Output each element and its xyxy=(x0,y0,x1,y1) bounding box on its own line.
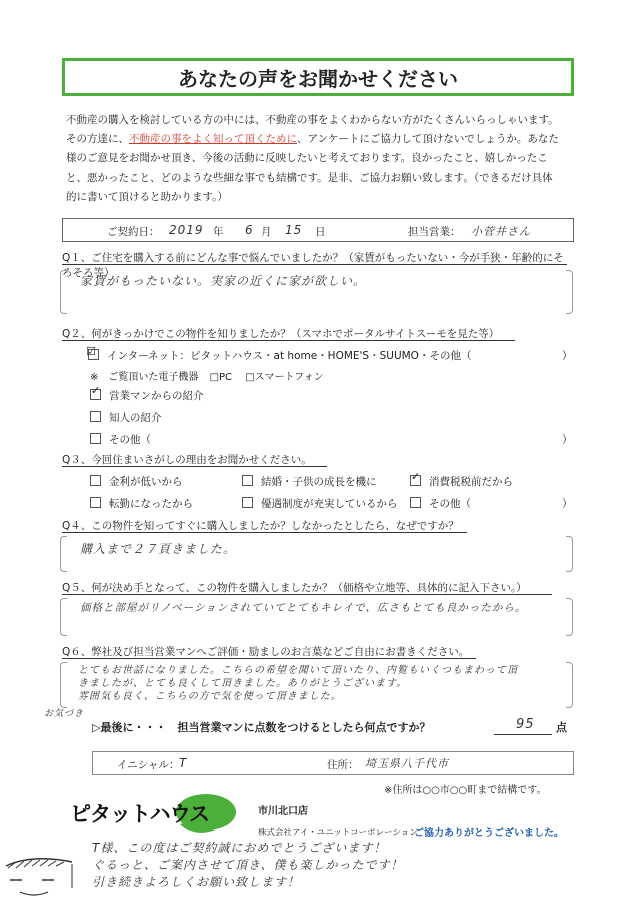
contract-day[interactable]: 15 xyxy=(285,223,303,237)
q1-bracket-right xyxy=(566,270,573,314)
q2-devices-label: ※ ご覧頂いた電子機器 xyxy=(90,372,199,383)
q6-question: Q６、弊社及び担当営業マンへご評価・励ましのお言葉などご自由にお書きください。 xyxy=(62,646,470,658)
message-line: T様、この度はご契約誠におめでとうございます！ xyxy=(92,841,387,855)
q3-benefit-label: 優遇制度が充実しているから xyxy=(261,498,398,510)
q4-question: Q４、この物件を知ってすぐに購入しましたか？しなかったとしたら、なぜですか？ xyxy=(62,520,459,532)
q5-underline xyxy=(62,594,552,595)
brand-logo xyxy=(68,794,240,846)
q4-answer[interactable]: 購入まで２７頁きました。 xyxy=(80,542,237,556)
face-sketch xyxy=(2,852,86,898)
intro-text: その方達に、 xyxy=(66,133,129,146)
q1-question: Q１、ご住宅を購入する前にどんな事で悩んでいましたか？（家賃がもったいない・今が手狭・年齢的にそろそろ等） xyxy=(62,252,564,279)
q2-option-internet[interactable] xyxy=(86,345,472,363)
checkbox-icon[interactable] xyxy=(242,475,253,486)
q6-bracket-left xyxy=(60,662,67,708)
day-unit: 日 xyxy=(315,226,326,238)
q2-smartphone-option[interactable]: □スマートフォン xyxy=(245,372,324,383)
intro-highlight: 不動産の事をよく知って頂くために xyxy=(129,133,297,146)
q2-devices-row xyxy=(90,368,324,383)
contract-year[interactable]: 2019 xyxy=(169,223,204,237)
q3-marriage-label: 結婚・子供の成長を機に xyxy=(261,476,377,488)
q6-answer-line: 雰囲気も良く、こちらの方で気を使って頂きました。 xyxy=(78,691,342,702)
year-unit: 年 xyxy=(213,226,224,238)
intro-line: と、悪かったこと、どのような些細な事でも結構です。是非、ご協力お願い致します。（できるだけ具体 xyxy=(66,171,553,184)
initial-address-row xyxy=(92,751,574,775)
q6-bracket-right xyxy=(566,662,573,708)
checked-box-icon[interactable]: ✓ xyxy=(90,389,101,400)
checkbox-icon[interactable] xyxy=(90,411,101,422)
q3-option-benefit[interactable] xyxy=(242,496,398,511)
intro-line: 様のご意見をお聞かせ頂き、今後の活動に反映したいと考えております。良かったこと、嬉しかったこ xyxy=(66,152,548,165)
q5-answer[interactable]: 価格と部屋がリノベーションされていてとてもキレイで、広さもとても良かったから。 xyxy=(80,602,527,614)
q3-option-rate[interactable] xyxy=(90,474,183,489)
q4-bracket-right xyxy=(566,536,573,572)
contract-date-label: ご契約日： xyxy=(107,226,160,238)
q2-pc-option[interactable]: □PC xyxy=(209,372,233,383)
q4-bracket-left xyxy=(60,536,67,572)
contract-month[interactable]: 6 xyxy=(245,223,254,237)
score-value[interactable]: 95 xyxy=(516,717,535,732)
thanks-message: ご協力ありがとうございました。 xyxy=(414,828,564,839)
q3-other-label: その他（ xyxy=(429,498,471,510)
q3-option-tax[interactable] xyxy=(410,470,513,489)
store-name: 市川北口店 xyxy=(258,806,308,817)
q1-underline xyxy=(62,264,567,265)
q6-answer-line: きましたが、とても良くして頂きました。ありがとうございます。 xyxy=(78,678,408,689)
checked-box-icon[interactable]: ☑ xyxy=(88,349,99,360)
q1-bracket-left xyxy=(60,270,67,314)
score-underline xyxy=(494,734,552,735)
q2-other-label: その他（ xyxy=(109,434,151,446)
q6-underline xyxy=(62,658,476,659)
message-line: 引き続きよろしくお願い致します！ xyxy=(92,875,301,889)
staff-handwritten-message xyxy=(92,840,632,891)
staff-label: 担当営業： xyxy=(408,226,461,238)
q2-internet-close: ） xyxy=(562,350,573,362)
form-title: あなたの声をお聞かせください xyxy=(62,58,574,96)
checkbox-icon[interactable] xyxy=(410,497,421,508)
q2-internet-label: インターネット：ピタットハウス・at home・HOME'S・SUUMO・その他（ xyxy=(107,350,472,362)
checkbox-icon[interactable] xyxy=(90,497,101,508)
initial-label: イニシャル： xyxy=(117,759,180,771)
q5-bracket-right xyxy=(566,598,573,636)
checkbox-icon[interactable] xyxy=(90,433,101,444)
q5-question: Q５、何が決め手となって、この物件を購入しましたか？（価格や立地等、具体的に記入下さい。） xyxy=(62,582,527,594)
q2-sales-label: 営業マンからの紹介 xyxy=(109,390,204,402)
q2-friend-label: 知人の紹介 xyxy=(109,412,162,424)
q6-answer-line: とてもお世話になりました。こちらの希望を聞いて頂いたり、内覧もいくつもまわって頂 xyxy=(78,665,518,676)
company-name: 株式会社アイ・ユニットコーポレーション xyxy=(258,828,418,838)
score-unit: 点 xyxy=(556,721,567,734)
q4-underline xyxy=(62,532,467,533)
address-label: 住所： xyxy=(327,759,359,771)
q2-option-other[interactable] xyxy=(90,432,151,447)
intro-text: 、アンケートにご協力して頂けないでしょうか。あなた xyxy=(297,133,559,146)
initial-value[interactable]: T xyxy=(179,756,188,770)
q3-tax-label: 消費税税前だから xyxy=(429,476,513,488)
score-question: ▷最後に・・・ 担当営業マンに点数をつけるとしたら何点ですか？ xyxy=(92,721,431,734)
q3-other-close: ） xyxy=(562,498,573,510)
checked-box-icon[interactable]: ✓ xyxy=(410,475,421,486)
q3-option-marriage[interactable] xyxy=(242,474,377,489)
intro-line xyxy=(66,130,586,149)
contract-row xyxy=(62,218,574,242)
q5-bracket-left xyxy=(60,598,67,636)
q1-answer[interactable]: 家賃がもったいない。実家の近くに家が欲しい。 xyxy=(80,274,367,288)
q3-question: Q３、今回住まいさがしの理由をお聞かせください。 xyxy=(62,454,312,466)
q6-answer[interactable] xyxy=(78,664,558,703)
logo-text: ピタットハウス xyxy=(70,802,209,826)
q3-option-transfer[interactable] xyxy=(90,496,193,511)
intro-paragraph xyxy=(66,111,586,207)
address-note: ※住所は○○市○○町まで結構です。 xyxy=(384,785,547,796)
checkbox-icon[interactable] xyxy=(90,475,101,486)
q2-other-close: ） xyxy=(562,434,573,446)
address-value[interactable]: 埼玉県八千代市 xyxy=(365,757,449,770)
intro-line: 的に書いて頂けると助かります。） xyxy=(66,190,228,203)
q2-option-sales[interactable] xyxy=(90,384,204,403)
intro-line: 不動産の購入を検討している方の中には、不動産の事をよくわからない方がたくさんいらっしゃいます。 xyxy=(66,114,559,126)
q2-question: Q２、何がきっかけでこの物件を知りましたか？（スマホでポータルサイトスーモを見た等） xyxy=(62,328,500,340)
q2-underline xyxy=(62,340,515,341)
q3-option-other[interactable] xyxy=(410,496,471,511)
staff-value[interactable]: 小菅井さん xyxy=(471,225,531,238)
q2-option-friend[interactable] xyxy=(90,410,162,425)
month-unit: 月 xyxy=(261,226,272,238)
q3-underline xyxy=(62,466,327,467)
q3-rate-label: 金利が低いから xyxy=(109,476,183,488)
q6-margin-note: お気づき xyxy=(44,709,85,719)
checkbox-icon[interactable] xyxy=(242,497,253,508)
message-line: ぐるっと、ご案内させて頂き、僕も楽しかったです！ xyxy=(92,858,404,872)
q3-transfer-label: 転勤になったから xyxy=(109,498,193,510)
smiling-face-icon xyxy=(2,852,86,898)
